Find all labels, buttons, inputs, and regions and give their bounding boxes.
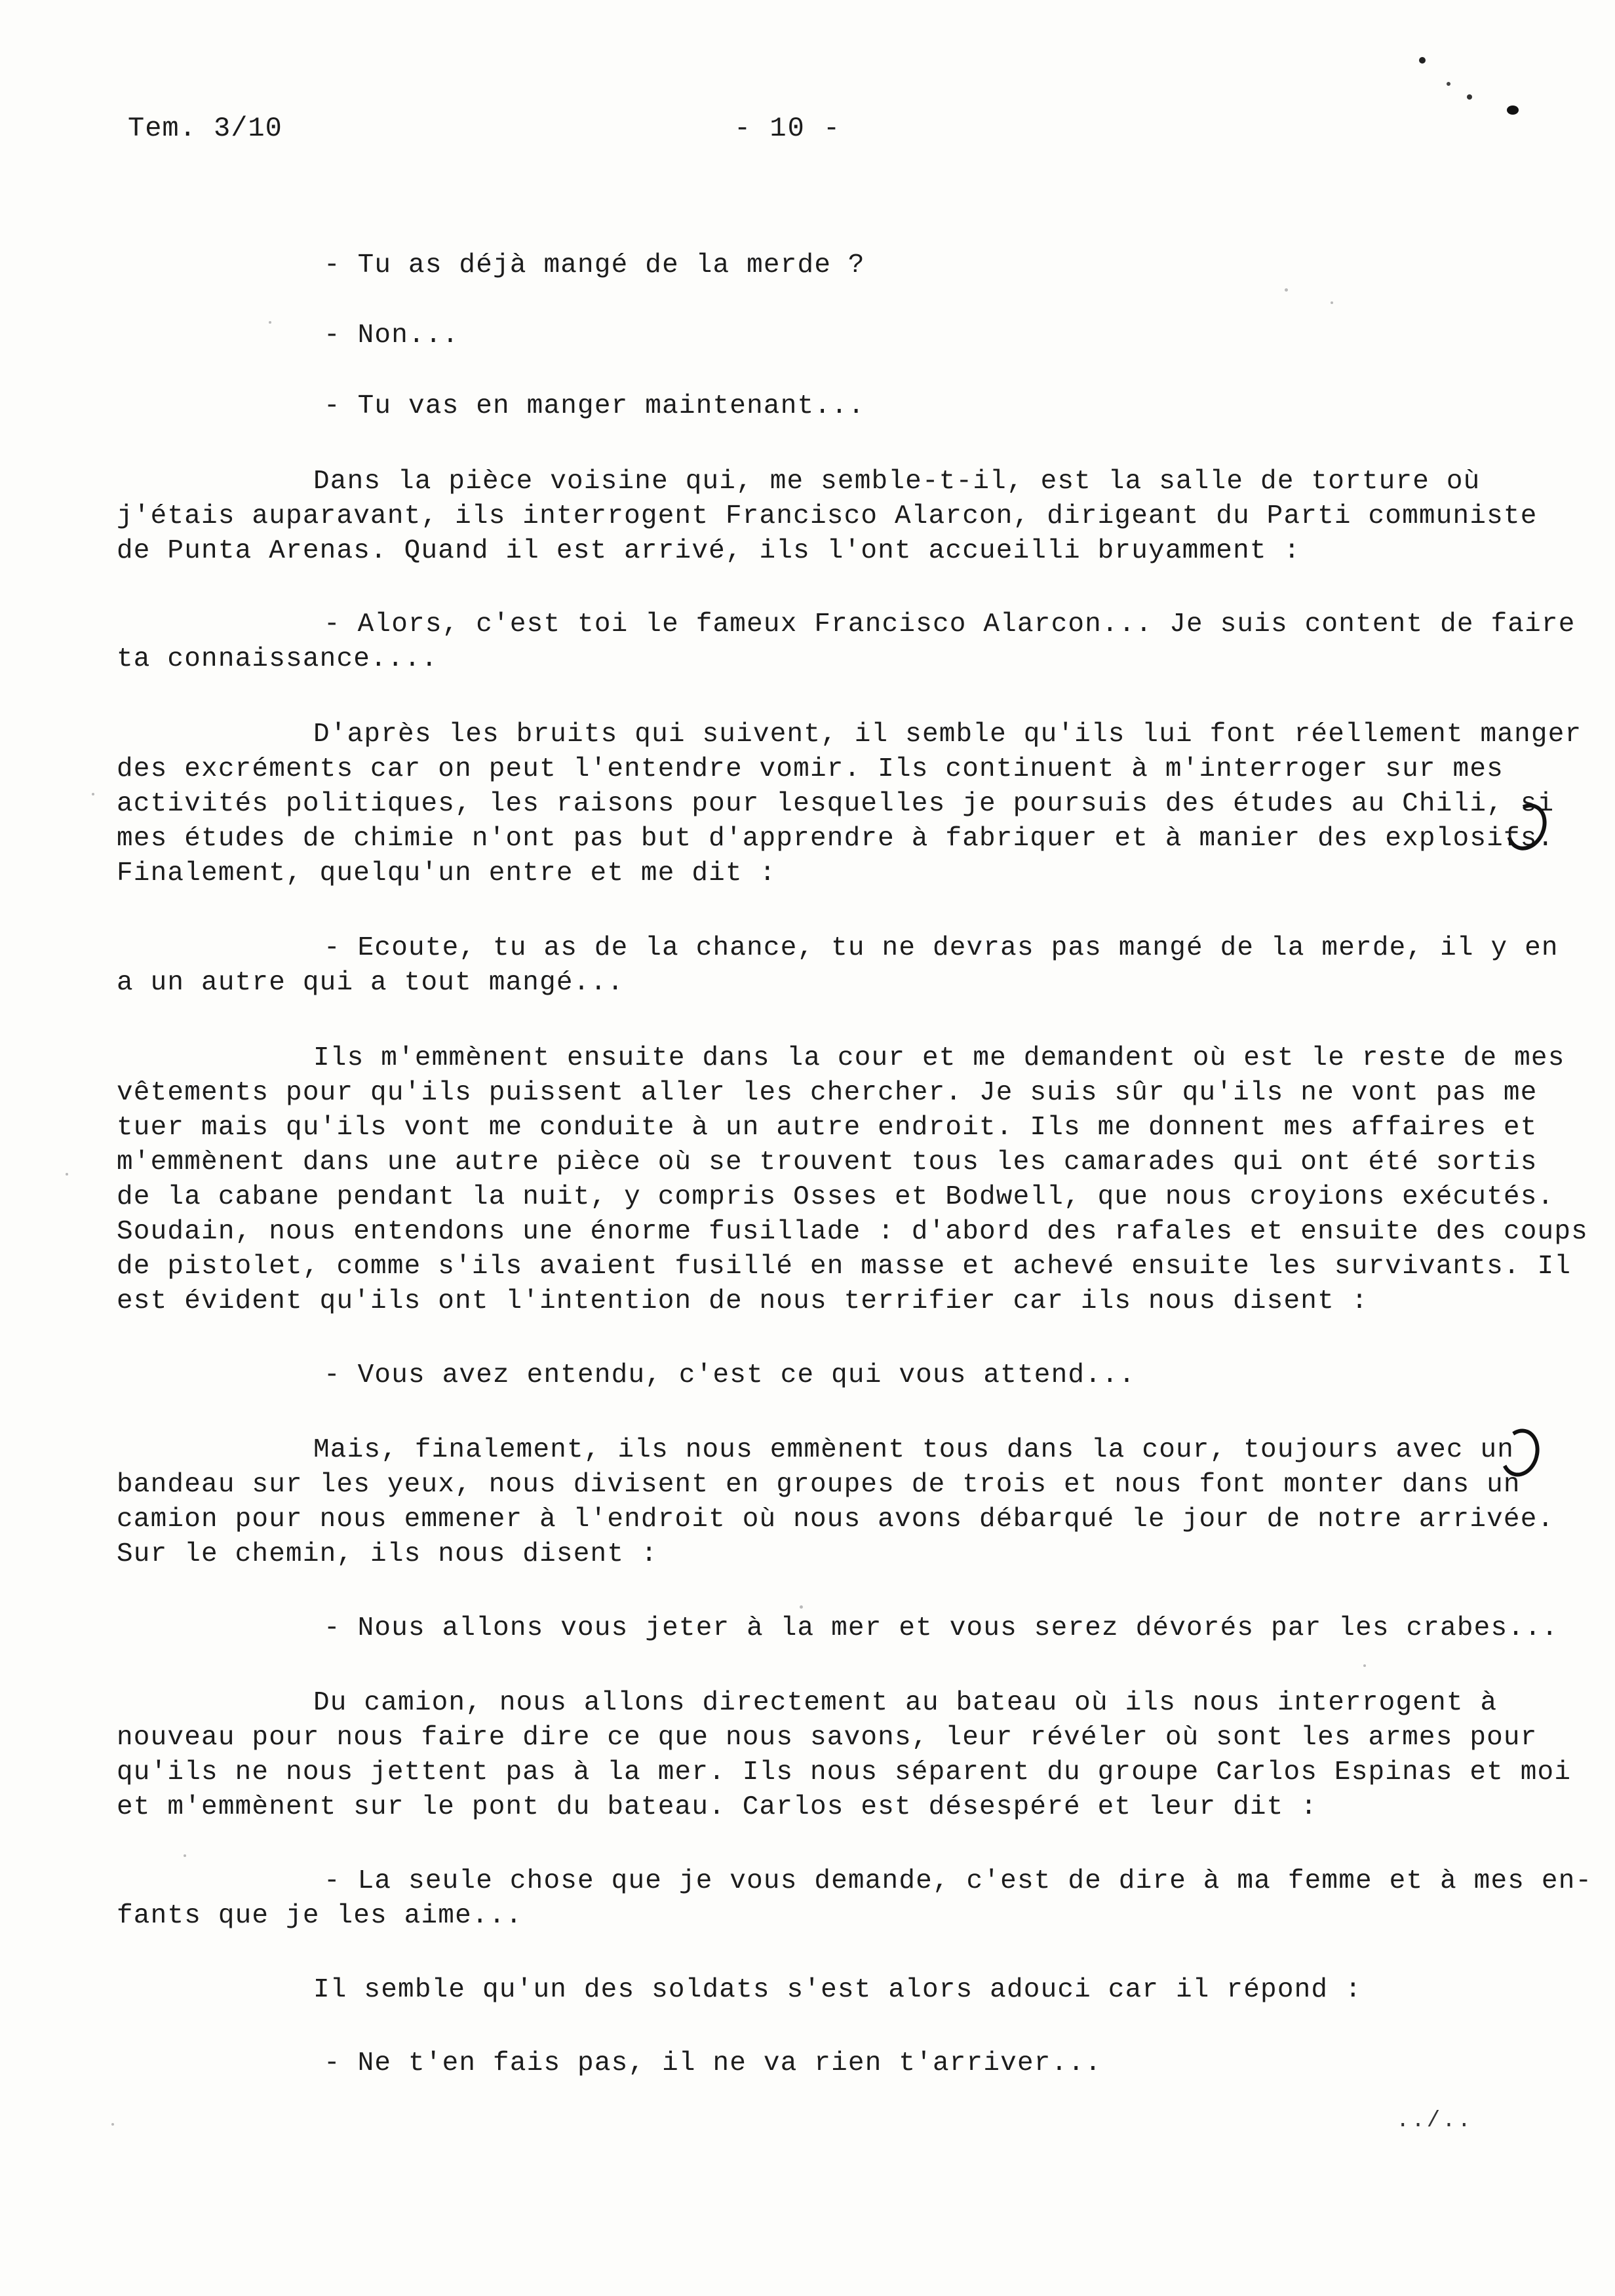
paper-speck xyxy=(800,1605,803,1609)
text-line: - Alors, c'est toi le fameux Francisco Alarcon... Je suis content de faire xyxy=(324,609,1576,640)
text-line: - Nous allons vous jeter à la mer et vous serez dévorés par les crabes... xyxy=(324,1613,1559,1643)
text-line: de Punta Arenas. Quand il est arrivé, ils l'ont accueilli bruyamment : xyxy=(117,536,1301,566)
text-line: Il semble qu'un des soldats s'est alors adouci car il répond : xyxy=(313,1975,1362,2005)
text-line: ta connaissance.... xyxy=(117,644,438,674)
text-line: - Ecoute, tu as de la chance, tu ne devras pas mangé de la merde, il y en xyxy=(324,933,1559,963)
text-line: m'emmènent dans une autre pièce où se trouvent tous les camarades qui ont été sortis xyxy=(117,1147,1538,1177)
text-line: nouveau pour nous faire dire ce que nous savons, leur révéler où sont les armes pour xyxy=(117,1723,1538,1753)
paper-speck xyxy=(92,793,94,795)
text-line: Finalement, quelqu'un entre et me dit : xyxy=(117,858,777,889)
text-line: - Vous avez entendu, c'est ce qui vous attend... xyxy=(324,1360,1136,1390)
paper-speck xyxy=(269,321,271,324)
paper-speck xyxy=(111,2123,114,2126)
text-line: D'après les bruits qui suivent, il semble qu'ils lui font réellement manger xyxy=(313,719,1582,750)
text-line: j'étais auparavant, ils interrogent Francisco Alarcon, dirigeant du Parti communiste xyxy=(117,501,1538,531)
paper-speck xyxy=(1285,288,1288,292)
text-line: - La seule chose que je vous demande, c'est de dire à ma femme et à mes en- xyxy=(324,1866,1593,1896)
text-line: mes études de chimie n'ont pas but d'apprendre à fabriquer et à manier des explosifs. xyxy=(117,824,1555,854)
text-line: fants que je les aime... xyxy=(117,1901,523,1931)
text-line: de la cabane pendant la nuit, y compris Osses et Bodwell, que nous croyions exécutés. xyxy=(117,1182,1555,1212)
paper-speck xyxy=(66,1173,68,1176)
text-line: - Ne t'en fais pas, il ne va rien t'arriver... xyxy=(324,2048,1102,2078)
ink-dot xyxy=(1467,94,1472,100)
text-line: camion pour nous emmener à l'endroit où nous avons débarqué le jour de notre arrivée. xyxy=(117,1504,1555,1535)
ink-dot xyxy=(1419,57,1426,64)
text-line: Sur le chemin, ils nous disent : xyxy=(117,1539,658,1569)
ink-dot xyxy=(1447,82,1450,86)
text-line: des excréments car on peut l'entendre vomir. Ils continuent à m'interroger sur mes xyxy=(117,754,1504,784)
text-line: et m'emmènent sur le pont du bateau. Carlos est désespéré et leur dit : xyxy=(117,1792,1318,1822)
page-number: - 10 - xyxy=(734,113,842,144)
text-line: - Tu as déjà mangé de la merde ? xyxy=(324,250,865,280)
text-line: qu'ils ne nous jettent pas à la mer. Ils nous séparent du groupe Carlos Espinas et moi xyxy=(117,1757,1572,1788)
text-line: de pistolet, comme s'ils avaient fusillé en masse et achevé ensuite les survivants. Il xyxy=(117,1252,1572,1282)
text-line: Dans la pièce voisine qui, me semble-t-il, est la salle de torture où xyxy=(313,467,1481,497)
text-line: Soudain, nous entendons une énorme fusillade : d'abord des rafales et ensuite des coups xyxy=(117,1217,1588,1247)
text-line: Du camion, nous allons directement au bateau où ils nous interrogent à xyxy=(313,1688,1498,1718)
text-line: Mais, finalement, ils nous emmènent tous dans la cour, toujours avec un xyxy=(313,1435,1515,1465)
text-line: bandeau sur les yeux, nous divisent en groupes de trois et nous font monter dans un xyxy=(117,1470,1521,1500)
paper-speck xyxy=(1363,1664,1366,1667)
paper-speck xyxy=(184,1854,186,1857)
text-line: tuer mais qu'ils vont me conduite à un autre endroit. Ils me donnent mes affaires et xyxy=(117,1113,1538,1143)
document-reference: Tem. 3/10 xyxy=(128,113,282,144)
ink-dot xyxy=(1507,105,1519,115)
text-line: Ils m'emmènent ensuite dans la cour et me demandent où est le reste de mes xyxy=(313,1043,1565,1073)
text-line: vêtements pour qu'ils puissent aller les chercher. Je suis sûr qu'ils ne vont pas me xyxy=(117,1078,1538,1108)
paper-speck xyxy=(1331,301,1333,304)
continuation-mark: ../.. xyxy=(1396,2109,1473,2133)
corner-ink-marks xyxy=(1409,52,1527,124)
text-line: activités politiques, les raisons pour lesquelles je poursuis des études au Chili, si xyxy=(117,789,1555,819)
text-line: est évident qu'ils ont l'intention de nous terrifier car ils nous disent : xyxy=(117,1286,1369,1316)
text-line: - Non... xyxy=(324,320,459,351)
text-line: - Tu vas en manger maintenant... xyxy=(324,391,865,421)
text-line: a un autre qui a tout mangé... xyxy=(117,968,625,998)
